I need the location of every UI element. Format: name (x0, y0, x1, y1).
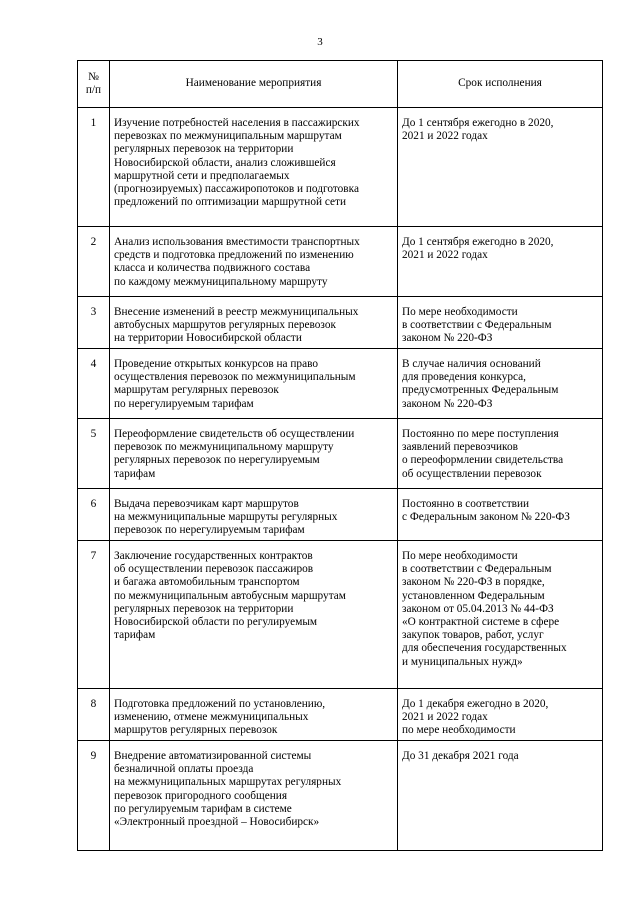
measure-name-line: и багажа автомобильным транспортом (114, 576, 300, 589)
row-number: 3 (78, 297, 110, 349)
deadline-cell (398, 419, 603, 489)
deadline-line: предусмотренных Федеральным (402, 384, 559, 397)
row-number: 8 (78, 689, 110, 741)
deadline-line: 2021 и 2022 годах (402, 249, 488, 262)
measure-name-line: тарифам (114, 629, 156, 642)
deadline-cell (398, 541, 603, 689)
measure-name-line: перевозках по межмуниципальным маршрутам (114, 130, 342, 143)
table-row (78, 108, 603, 227)
measure-name-line: изменению, отмене межмуниципальных (114, 711, 309, 724)
measure-name-line: Выдача перевозчикам карт маршрутов (114, 498, 299, 510)
measure-name-cell (110, 541, 398, 689)
deadline-line: В случае наличия оснований (402, 358, 541, 370)
measure-name-line: Новосибирской области, анализ сложившейся (114, 156, 336, 169)
measure-name-line: маршрутной сети и предполагаемых (114, 169, 290, 182)
measure-name-cell (110, 419, 398, 489)
deadline-line: с Федеральным законом № 220-ФЗ (402, 511, 570, 524)
table-row (78, 297, 603, 349)
table-row (78, 689, 603, 741)
deadline-line: 2021 и 2022 годах (402, 130, 488, 143)
deadline-line: заявлений перевозчиков (402, 441, 518, 454)
measure-name-line: регулярных перевозок по нерегулируемым (114, 454, 320, 467)
header-deadline: Срок исполнения (398, 61, 603, 108)
deadline-line: по мере необходимости (402, 724, 516, 737)
deadline-line: До 1 декабря ежегодно в 2020, (402, 698, 549, 710)
deadline-cell (398, 108, 603, 227)
measure-name-line: Внедрение автоматизированной системы (114, 750, 312, 762)
measure-name-line: об осуществлении перевозок пассажиров (114, 563, 314, 576)
deadline-line: По мере необходимости (402, 306, 518, 318)
measure-name-line: Анализ использования вместимости транспортных (114, 236, 360, 248)
deadline-line: законом № 220-ФЗ (402, 332, 493, 345)
table-row (78, 741, 603, 851)
measure-name-line: регулярных перевозок на территории (114, 143, 294, 156)
deadline-line: установленном Федеральным (402, 589, 545, 602)
measure-name-cell (110, 489, 398, 541)
table-row (78, 489, 603, 541)
measure-name-line: Переоформление свидетельств об осуществлении (114, 428, 355, 440)
measure-name-line: Заключение государственных контрактов (114, 550, 313, 562)
row-number: 4 (78, 349, 110, 419)
measure-name-line: на межмуниципальные маршруты регулярных (114, 511, 338, 524)
measure-name-cell (110, 349, 398, 419)
deadline-line: для обеспечения государственных (402, 642, 567, 655)
table-body (78, 108, 603, 851)
measure-name-cell (110, 108, 398, 227)
measure-name-line: безналичной оплаты проезда (114, 763, 254, 776)
deadline-line: «О контрактной системе в сфере (402, 616, 560, 629)
measure-name-line: перевозок по межмуниципальному маршруту (114, 441, 334, 454)
measure-name-line: на территории Новосибирской области (114, 332, 302, 345)
page-number: 3 (317, 36, 323, 48)
deadline-line: Постоянно по мере поступления (402, 428, 559, 440)
row-number: 9 (78, 741, 110, 851)
deadline-cell (398, 689, 603, 741)
table-row (78, 419, 603, 489)
measure-name-line: осуществления перевозок по межмуниципальным (114, 371, 356, 384)
measure-name-cell (110, 227, 398, 297)
deadline-line: для проведения конкурса, (402, 371, 526, 384)
deadline-cell (398, 489, 603, 541)
measure-name-line: автобусных маршрутов регулярных перевозок (114, 319, 336, 332)
measure-name-cell (110, 741, 398, 851)
deadline-line: в соответствии с Федеральным (402, 563, 552, 576)
table-row (78, 349, 603, 419)
measure-name-line: Изучение потребностей населения в пассажирских (114, 117, 360, 129)
measure-name-line: тарифам (114, 467, 156, 480)
measure-name-line: перевозок по нерегулируемым тарифам (114, 524, 305, 537)
deadline-cell (398, 227, 603, 297)
measure-name-line: средств и подготовка предложений по изменению (114, 249, 354, 262)
measure-name-line: регулярных перевозок на территории (114, 602, 294, 615)
measure-name-line: по каждому межмуниципальному маршруту (114, 275, 328, 288)
table-row (78, 227, 603, 297)
table-row (78, 541, 603, 689)
row-number: 5 (78, 419, 110, 489)
deadline-line: и муниципальных нужд» (402, 655, 523, 668)
measure-name-line: маршрутов регулярных перевозок (114, 724, 278, 737)
header-number: № п/п (78, 61, 110, 108)
measure-name-line: предложений по оптимизации маршрутной сети (114, 196, 346, 209)
measure-name-line: класса и количества подвижного состава (114, 262, 311, 275)
deadline-line: о переоформлении свидетельства (402, 454, 564, 467)
measure-name-line: Новосибирской области по регулируемым (114, 616, 318, 629)
row-number: 7 (78, 541, 110, 689)
deadline-cell (398, 741, 603, 851)
measure-name-line: на межмуниципальных маршрутах регулярных (114, 776, 342, 789)
deadline-line: По мере необходимости (402, 550, 518, 562)
deadline-line: в соответствии с Федеральным (402, 319, 552, 332)
deadline-line: Постоянно в соответствии (402, 498, 530, 510)
deadline-cell (398, 297, 603, 349)
measure-name-line: по межмуниципальным автобусным маршрутам (114, 589, 346, 602)
measure-name-line: Проведение открытых конкурсов на право (114, 358, 318, 370)
deadline-line: До 1 сентября ежегодно в 2020, (402, 117, 554, 129)
deadline-line: закупок товаров, работ, услуг (402, 629, 544, 642)
deadline-line: До 31 декабря 2021 года (402, 750, 519, 762)
measure-name-line: по регулируемым тарифам в системе (114, 802, 292, 815)
measure-name-cell (110, 297, 398, 349)
measure-name-line: Подготовка предложений по установлению, (114, 698, 326, 710)
measure-name-line: Внесение изменений в реестр межмуниципальных (114, 306, 359, 318)
measure-name-line: (прогнозируемых) пассажиропотоков и подготовка (114, 183, 359, 196)
row-number: 1 (78, 108, 110, 227)
measure-name-line: по нерегулируемым тарифам (114, 397, 254, 410)
deadline-cell (398, 349, 603, 419)
measure-name-line: маршрутам регулярных перевозок (114, 384, 279, 397)
deadline-line: До 1 сентября ежегодно в 2020, (402, 236, 554, 248)
row-number: 2 (78, 227, 110, 297)
measure-name-line: «Электронный проездной – Новосибирск» (114, 816, 320, 829)
row-number: 6 (78, 489, 110, 541)
measures-table (77, 60, 603, 851)
header-measure-name: Наименование мероприятия (110, 61, 398, 108)
deadline-line: законом № 220-ФЗ в порядке, (402, 576, 545, 589)
deadline-line: об осуществлении перевозок (402, 467, 542, 480)
deadline-line: 2021 и 2022 годах (402, 711, 488, 724)
measure-name-cell (110, 689, 398, 741)
measure-name-line: перевозок пригородного сообщения (114, 789, 288, 802)
table-header-row (78, 61, 603, 108)
deadline-line: законом № 220-ФЗ (402, 397, 493, 410)
deadline-line: законом от 05.04.2013 № 44-ФЗ (402, 602, 554, 615)
